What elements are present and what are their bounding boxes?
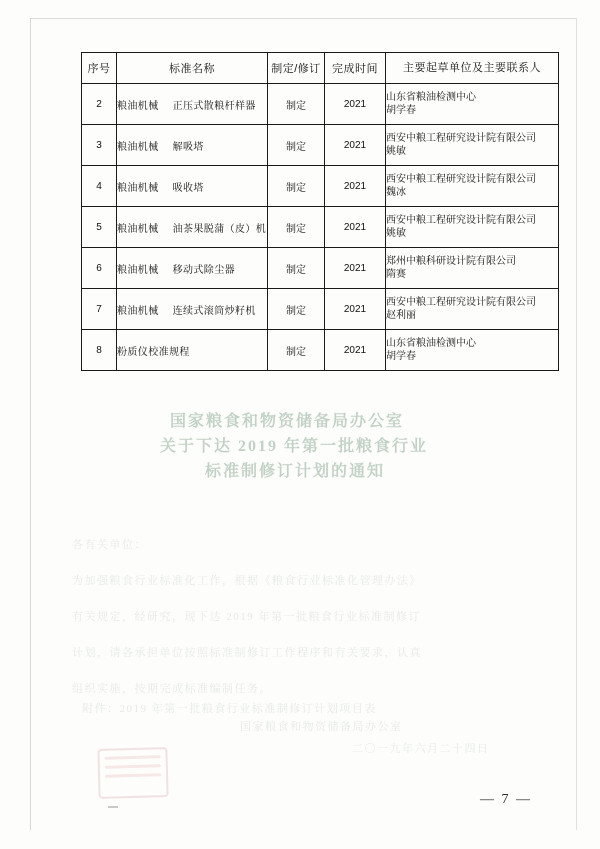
column-header-year: 完成时间 bbox=[325, 53, 386, 84]
cell-year: 2021 bbox=[325, 248, 386, 289]
cell-name-category: 粉质仪校准规程 bbox=[117, 346, 190, 358]
cell-org bbox=[386, 207, 559, 248]
ghost-body-line-6: 附件：2019 年第一批粮食行业标准制修订计划项目表 bbox=[82, 703, 377, 715]
table-row bbox=[82, 330, 559, 371]
cell-no: 2 bbox=[82, 84, 117, 125]
table-row bbox=[82, 84, 559, 125]
cell-no: 6 bbox=[82, 248, 117, 289]
table-body bbox=[82, 84, 559, 371]
org-contact: 胡学春 bbox=[386, 105, 416, 116]
ghost-body-line-8: 二〇一九年六月二十四日 bbox=[352, 743, 490, 755]
table-row bbox=[82, 248, 559, 289]
scan-edge-right bbox=[576, 18, 577, 830]
ghost-title-line-1: 国家粮食和物资储备局办公室 bbox=[170, 413, 405, 430]
seal-line bbox=[105, 755, 161, 759]
cell-name-title: 油茶果脱蒲（皮）机 bbox=[172, 223, 267, 235]
cell-name bbox=[117, 166, 268, 207]
scan-edge-left bbox=[30, 18, 31, 830]
cell-year: 2021 bbox=[325, 207, 386, 248]
cell-name bbox=[117, 330, 268, 371]
seal-line bbox=[105, 773, 161, 777]
org-unit: 西安中粮工程研究设计院有限公司 bbox=[386, 214, 536, 226]
table-row bbox=[82, 166, 559, 207]
cell-type: 制定 bbox=[268, 207, 325, 248]
cell-name-category: 粮油机械 bbox=[117, 100, 159, 112]
table-header-row bbox=[82, 53, 559, 84]
cell-type: 制定 bbox=[268, 84, 325, 125]
cell-no: 4 bbox=[82, 166, 117, 207]
cell-org bbox=[386, 84, 559, 125]
ghost-title-line-2: 关于下达 2019 年第一批粮食行业 bbox=[160, 438, 429, 455]
cell-no: 7 bbox=[82, 289, 117, 330]
cell-name-title: 移动式除尘器 bbox=[172, 264, 236, 276]
cell-org bbox=[386, 166, 559, 207]
cell-name bbox=[117, 125, 268, 166]
table-header bbox=[82, 53, 559, 84]
org-unit: 西安中粮工程研究设计院有限公司 bbox=[386, 296, 536, 308]
cell-type: 制定 bbox=[268, 248, 325, 289]
org-unit: 郑州中粮科研设计院有限公司 bbox=[386, 255, 516, 267]
column-header-org: 主要起草单位及主要联系人 bbox=[386, 53, 559, 84]
cell-year: 2021 bbox=[325, 125, 386, 166]
cell-name-category: 粮油机械 bbox=[117, 223, 159, 235]
cell-name-category: 粮油机械 bbox=[117, 305, 159, 317]
org-contact: 赵利丽 bbox=[386, 310, 416, 321]
cell-name bbox=[117, 207, 268, 248]
cell-name-title: 连续式滚筒炒籽机 bbox=[172, 305, 256, 317]
org-contact: 姚敏 bbox=[386, 146, 406, 157]
org-unit: 西安中粮工程研究设计院有限公司 bbox=[386, 132, 536, 144]
standards-table bbox=[81, 52, 559, 371]
cell-name-category: 粮油机械 bbox=[117, 264, 159, 276]
cell-name bbox=[117, 248, 268, 289]
ghost-body-line-4: 计划，请各承担单位按照标准制修订工作程序和有关要求，认真 bbox=[72, 647, 422, 659]
cell-name bbox=[117, 84, 268, 125]
cell-no: 8 bbox=[82, 330, 117, 371]
cell-year: 2021 bbox=[325, 166, 386, 207]
cell-name-title: 解吸塔 bbox=[172, 141, 204, 153]
org-unit: 山东省粮油检测中心 bbox=[386, 91, 476, 103]
org-contact: 魏冰 bbox=[386, 187, 406, 198]
org-contact: 姚敏 bbox=[386, 228, 406, 239]
org-contact: 胡学春 bbox=[386, 351, 416, 362]
org-unit: 山东省粮油检测中心 bbox=[386, 337, 476, 349]
cell-name-title: 吸收塔 bbox=[172, 182, 204, 194]
ghost-body-line-3: 有关规定，经研究，现下达 2019 年第一批粮食行业标准制修订 bbox=[72, 611, 421, 623]
ghost-body-line-5: 组织实施，按期完成标准编制任务。 bbox=[72, 683, 272, 695]
cell-type: 制定 bbox=[268, 166, 325, 207]
cell-year: 2021 bbox=[325, 289, 386, 330]
cell-year: 2021 bbox=[325, 84, 386, 125]
cell-type: 制定 bbox=[268, 125, 325, 166]
cell-name-category: 粮油机械 bbox=[117, 141, 159, 153]
cell-name-title: 正压式散粮杆样器 bbox=[172, 100, 256, 112]
cell-type: 制定 bbox=[268, 289, 325, 330]
org-contact: 隋赛 bbox=[386, 269, 406, 280]
cell-year: 2021 bbox=[325, 330, 386, 371]
cell-org bbox=[386, 248, 559, 289]
scan-edge-top bbox=[30, 18, 576, 19]
table-row bbox=[82, 125, 559, 166]
cell-type: 制定 bbox=[268, 330, 325, 371]
cell-org bbox=[386, 289, 559, 330]
page-number: — 7 — bbox=[480, 792, 532, 807]
table-row bbox=[82, 289, 559, 330]
standards-table-container bbox=[81, 52, 555, 371]
punch-mark bbox=[108, 806, 118, 808]
cell-org bbox=[386, 330, 559, 371]
column-header-type: 制定/修订 bbox=[268, 53, 325, 84]
cell-no: 5 bbox=[82, 207, 117, 248]
ghost-body-line-1: 各有关单位： bbox=[72, 539, 147, 551]
ghost-body-line-7: 国家粮食和物资储备局办公室 bbox=[240, 721, 403, 733]
ghost-title-line-3: 标准制修订计划的通知 bbox=[205, 463, 386, 480]
org-unit: 西安中粮工程研究设计院有限公司 bbox=[386, 173, 536, 185]
column-header-name: 标准名称 bbox=[117, 53, 268, 84]
column-header-no: 序号 bbox=[82, 53, 117, 84]
ghost-seal bbox=[97, 747, 168, 799]
seal-line bbox=[105, 764, 161, 768]
table-row bbox=[82, 207, 559, 248]
cell-name-category: 粮油机械 bbox=[117, 182, 159, 194]
cell-name bbox=[117, 289, 268, 330]
cell-no: 3 bbox=[82, 125, 117, 166]
ghost-body-line-2: 为加强粮食行业标准化工作，根据《粮食行业标准化管理办法》 bbox=[72, 575, 422, 587]
cell-org bbox=[386, 125, 559, 166]
